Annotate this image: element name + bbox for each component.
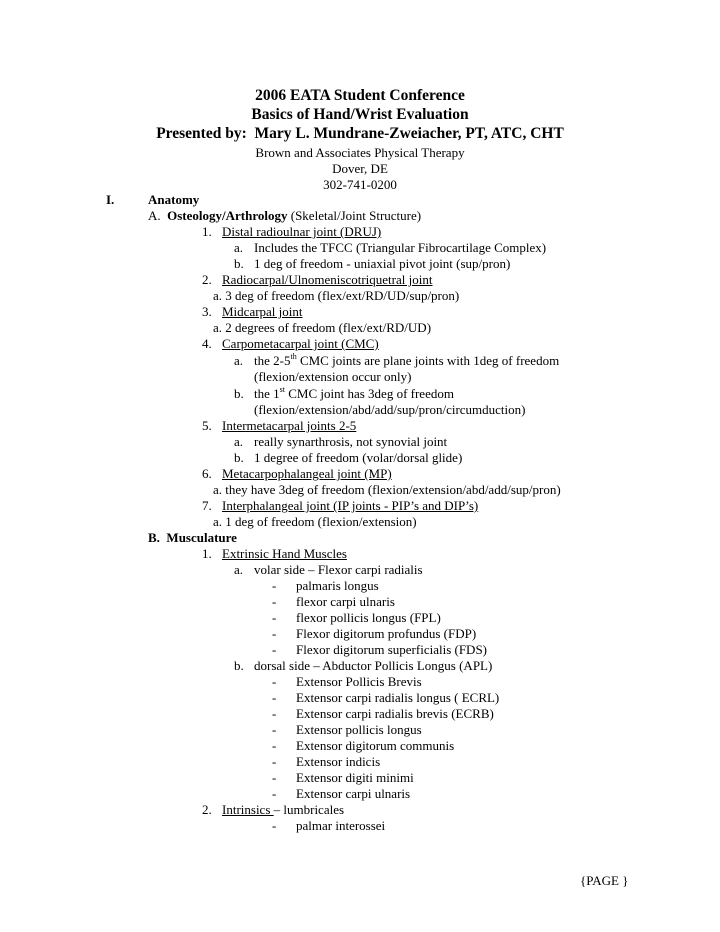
dorsal-muscle: Extensor carpi radialis longus ( ECRL) <box>296 690 500 705</box>
joint-1-b: 1 deg of freedom - uniaxial pivot joint (sup/pron) <box>254 256 511 271</box>
section-title: Anatomy <box>148 192 200 207</box>
muscle-2-title: Intrinsics <box>222 802 274 817</box>
presenter-line <box>0 124 720 143</box>
joint-4-b-pre: the 1 <box>254 386 280 401</box>
joint-4-a-cont: (flexion/extension occur only) <box>254 369 412 384</box>
muscle-2-line <box>222 802 344 818</box>
list-dash: - <box>272 770 277 785</box>
joint-5-a: really synarthrosis, not synovial joint <box>254 434 448 449</box>
org-name: Brown and Associates Physical Therapy <box>255 145 465 160</box>
list-dash: - <box>272 706 277 721</box>
joint-7-a: a. 1 deg of freedom (flexion/extension) <box>213 514 417 529</box>
muscle-1-b: dorsal side – Abductor Pollicis Longus (APL) <box>254 658 493 673</box>
joint-6-a: a. they have 3deg of freedom (flexion/extension/abd/add/sup/pron) <box>213 482 561 497</box>
joint-5-a-label: a. <box>234 434 244 449</box>
muscle-1-b-label: b. <box>234 658 244 673</box>
subsection-a-desc: (Skeletal/Joint Structure) <box>287 208 422 223</box>
muscle-1-number: 1. <box>202 546 212 561</box>
joint-2-title: Radiocarpal/Ulnomeniscotriquetral joint <box>222 272 433 287</box>
joint-4-b-post: CMC joint has 3deg of freedom <box>284 386 454 401</box>
page-field: {PAGE } <box>580 873 629 888</box>
muscle-2-number: 2. <box>202 802 212 817</box>
joint-1-a: Includes the TFCC (Triangular Fibrocartilage Complex) <box>254 240 547 255</box>
dorsal-muscle: Extensor carpi radialis brevis (ECRB) <box>296 706 494 721</box>
presenter-name: Mary L. Mundrane-Zweiacher, PT, ATC, CHT <box>254 125 564 142</box>
volar-muscle: Flexor digitorum superficialis (FDS) <box>296 642 488 657</box>
joint-7-number: 7. <box>202 498 212 513</box>
subsection-b-label: B. <box>148 530 160 545</box>
list-dash: - <box>272 610 277 625</box>
joint-5-b: 1 degree of freedom (volar/dorsal glide) <box>254 450 463 465</box>
joint-4-a-sup: th <box>290 351 297 361</box>
org-phone: 302-741-0200 <box>323 177 397 192</box>
joint-2-a: a. 3 deg of freedom (flex/ext/RD/UD/sup/pron) <box>213 288 460 303</box>
dorsal-muscle: Extensor Pollicis Brevis <box>296 674 422 689</box>
intrinsic-muscle: palmar interossei <box>296 818 386 833</box>
dorsal-muscle: Extensor indicis <box>296 754 381 769</box>
joint-6-title: Metacarpophalangeal joint (MP) <box>222 466 392 481</box>
volar-muscle: palmaris longus <box>296 578 379 593</box>
list-dash: - <box>272 818 277 833</box>
volar-muscle: flexor carpi ulnaris <box>296 594 395 609</box>
list-dash: - <box>272 722 277 737</box>
section-number: I. <box>106 192 115 207</box>
list-dash: - <box>272 786 277 801</box>
joint-4-b-sup: st <box>279 384 285 394</box>
joint-1-number: 1. <box>202 224 212 239</box>
joint-5-b-label: b. <box>234 450 244 465</box>
volar-muscle: flexor pollicis longus (FPL) <box>296 610 441 625</box>
subsection-a <box>148 208 421 224</box>
joint-1-b-label: b. <box>234 256 244 271</box>
joint-4-a-label: a. <box>234 353 244 368</box>
joint-3-a: a. 2 degrees of freedom (flex/ext/RD/UD) <box>213 320 432 335</box>
joint-3-title: Midcarpal joint <box>222 304 303 319</box>
joint-1-title: Distal radioulnar joint (DRUJ) <box>222 224 382 239</box>
joint-4-b <box>254 386 454 402</box>
dorsal-muscle: Extensor carpi ulnaris <box>296 786 411 801</box>
org-city: Dover, DE <box>332 161 388 176</box>
list-dash: - <box>272 594 277 609</box>
presenter-label: Presented by: <box>156 125 247 142</box>
joint-4-number: 4. <box>202 336 212 351</box>
list-dash: - <box>272 674 277 689</box>
muscle-1-title: Extrinsic Hand Muscles <box>222 546 347 561</box>
dorsal-muscle: Extensor digiti minimi <box>296 770 414 785</box>
subsection-b-title: Musculature <box>166 530 237 545</box>
joint-4-a-pre: the 2-5 <box>254 353 291 368</box>
list-dash: - <box>272 754 277 769</box>
joint-4-a-post: CMC joints are plane joints with 1deg of freedom <box>296 353 560 368</box>
joint-5-number: 5. <box>202 418 212 433</box>
list-dash: - <box>272 578 277 593</box>
joint-2-number: 2. <box>202 272 212 287</box>
list-dash: - <box>272 626 277 641</box>
muscle-2-desc: – lumbricales <box>273 802 345 817</box>
subsection-a-label: A. <box>148 208 161 223</box>
list-dash: - <box>272 690 277 705</box>
joint-4-b-label: b. <box>234 386 244 401</box>
joint-4-b-cont: (flexion/extension/abd/add/sup/pron/circumduction) <box>254 402 526 417</box>
joint-7-title: Interphalangeal joint (IP joints - PIP’s and DIP’s) <box>222 498 479 513</box>
muscle-1-a: volar side – Flexor carpi radialis <box>254 562 423 577</box>
muscle-1-a-label: a. <box>234 562 244 577</box>
joint-4-a <box>254 353 559 369</box>
dorsal-muscle: Extensor pollicis longus <box>296 722 422 737</box>
subsection-a-title: Osteology/Arthrology <box>167 208 288 223</box>
joint-5-title: Intermetacarpal joints 2-5 <box>222 418 357 433</box>
joint-6-number: 6. <box>202 466 212 481</box>
title-line-1: 2006 EATA Student Conference <box>255 87 465 104</box>
list-dash: - <box>272 642 277 657</box>
volar-muscle: Flexor digitorum profundus (FDP) <box>296 626 477 641</box>
dorsal-muscle: Extensor digitorum communis <box>296 738 455 753</box>
list-dash: - <box>272 738 277 753</box>
joint-3-number: 3. <box>202 304 212 319</box>
subsection-b <box>148 530 237 546</box>
joint-4-title: Carpometacarpal joint (CMC) <box>222 336 379 351</box>
joint-1-a-label: a. <box>234 240 244 255</box>
title-line-2: Basics of Hand/Wrist Evaluation <box>251 106 469 123</box>
